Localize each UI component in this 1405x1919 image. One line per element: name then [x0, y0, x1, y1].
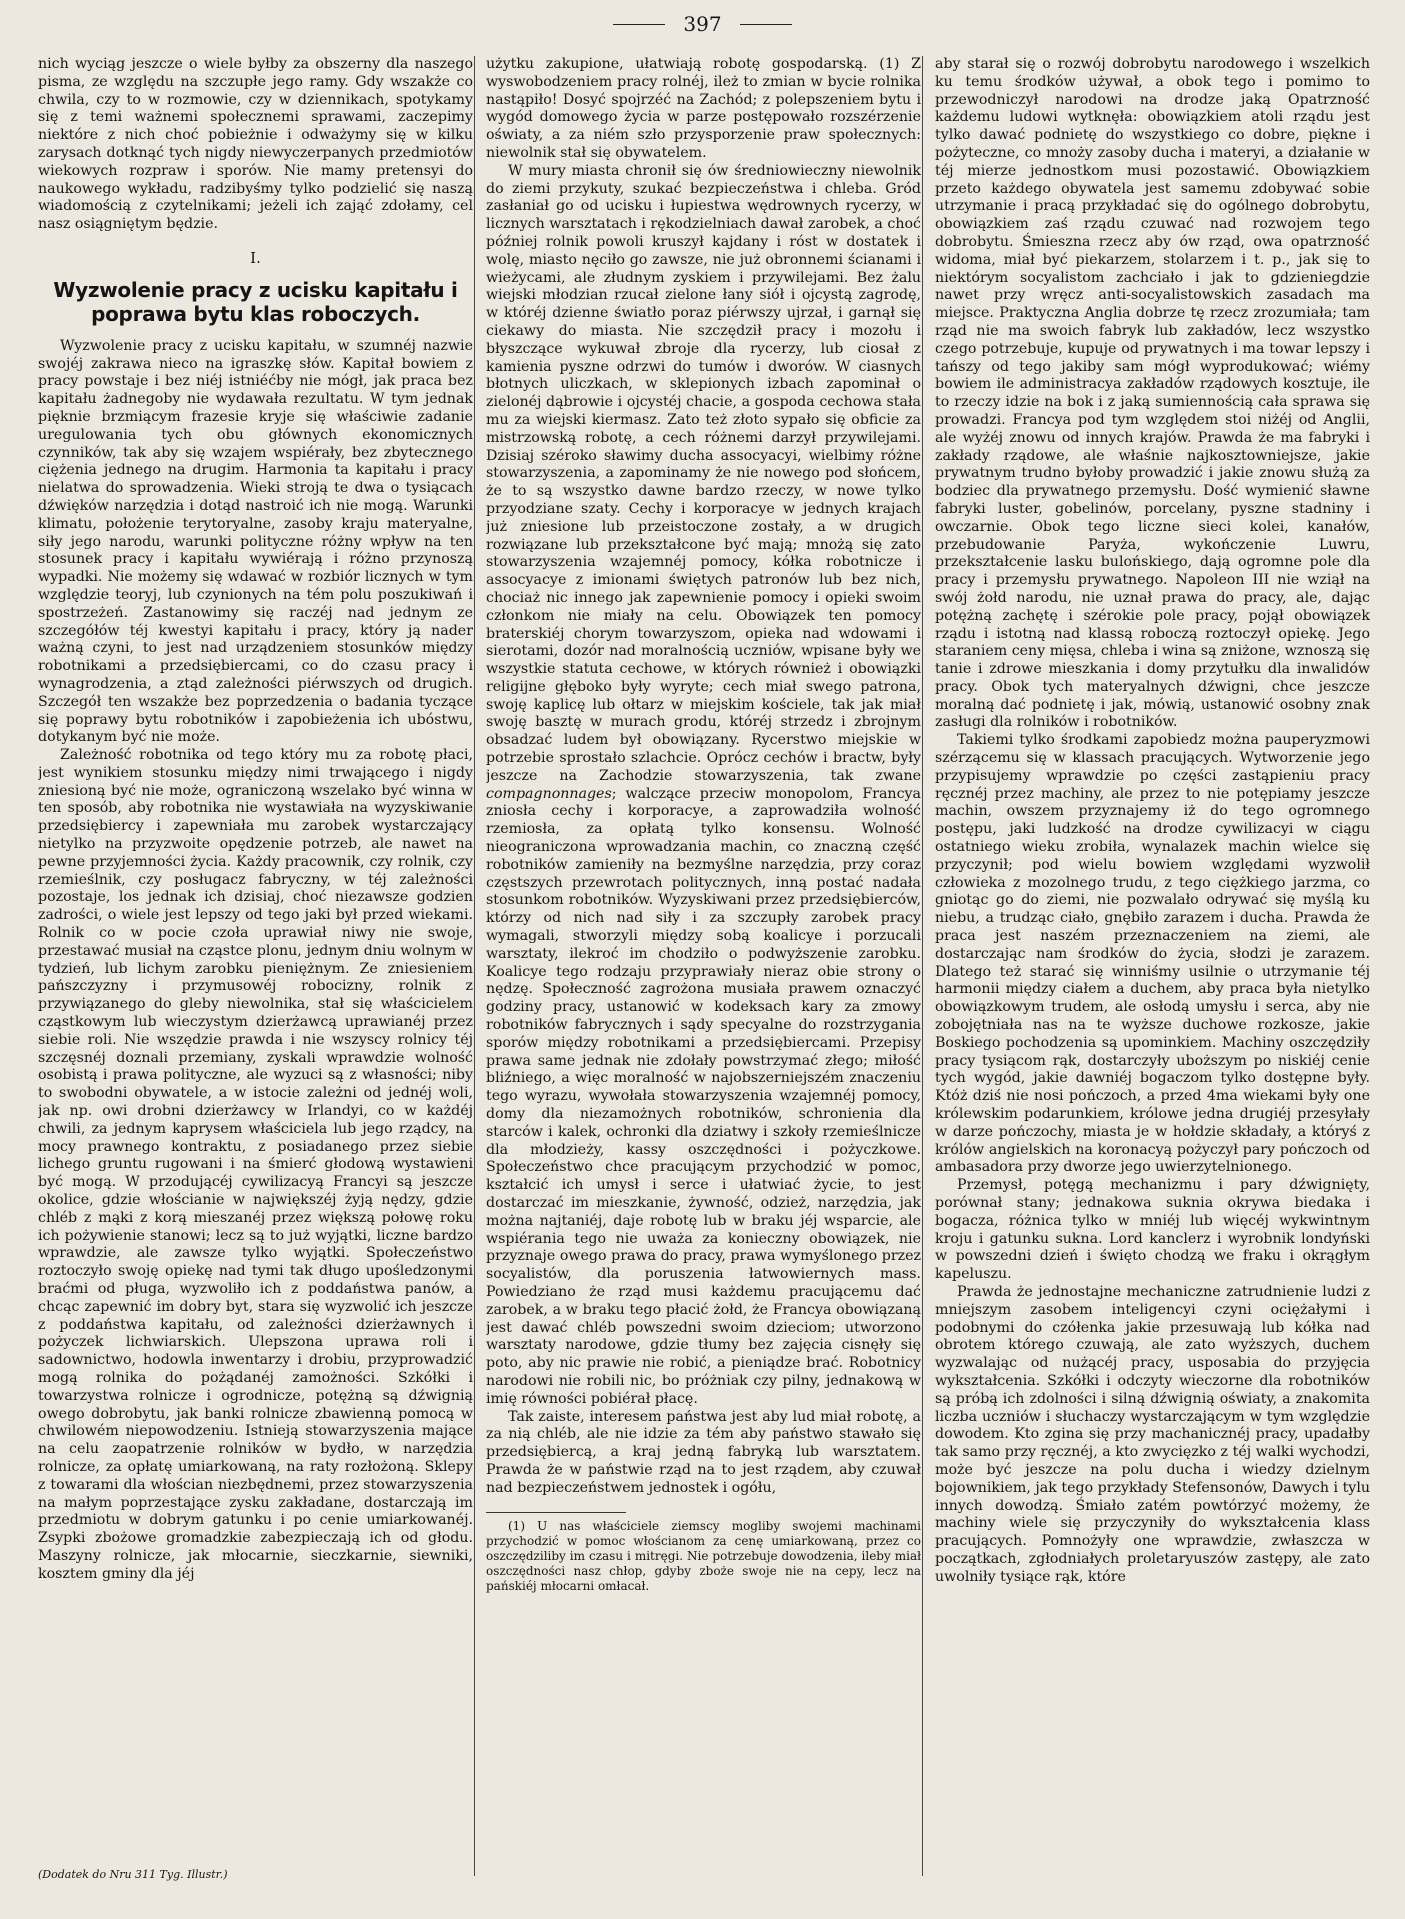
footnote: (1) U nas właściciele ziemscy mogliby swojemi machinami przychodzić w pomoc włościanom za cenę umiarkowaną, przez co oszczędziliby im czasu i mitręgi. Nie potrzebuje dowodzenia, ileby miał oszczędności nasz chłop, gdyby zboże swoje nie na cepy, lecz na pańskiéj młocarni omłacał.: [486, 1518, 921, 1593]
italic-term: compagnonnages: [486, 785, 612, 802]
section-title: Wyzwolenie pracy z ucisku kapitału i poprawa bytu klas roboczych.: [53, 277, 458, 326]
paragraph: nich wyciąg jeszcze o wiele byłby za obszerny dla naszego pisma, ze względu na szczupłe jego ramy. Gdy wszakże co chwila, czy to w rozmowie, czy w dziennikach, spotykamy się z temi ważnemi społecznemi sprawami, zaczepimy niektóre z nich choć pobieżnie i odważymy się w kilku zarysach dotknąć tych nigdy niewyczerpanych przedmiotów wiekowych rozpraw i sporów. Nie mamy pretensyi do naukowego wykładu, radzibyśmy tylko podzielić się naszą wiadomością z czytelnikami; jeżeli ich zająć zdołamy, cel nasz osiągniętym będzie.: [38, 56, 473, 233]
paragraph: [486, 163, 921, 1409]
paragraph: Zależność robotnika od tego który mu za robotę płaci, jest wynikiem stosunku między nimi trwającego i nigdy zniesioną być nie może, ograniczoną wszelako być winna w ten sposób, aby robotnika nie wystawiała na wyzyskiwanie przedsiębiercy i zapewniała mu zarobek wystarczający nietylko na przyzwoite opędzenie potrzeb, ale nawet na pewne przyjemności życia. Każdy pracownik, czy rolnik, czy rzemieślnik, czy posługacz fabryczny, w téj zależności pozostaje, los jednak ich dzisiaj, choć niezawsze godzien zadrości, o wiele jest lepszy od tego jaki był przed wiekami. Rolnik co w pocie czoła uprawiał niwy nie swoje, przestawać musiał na cząstce plonu, jednym dniu wolnym w tydzień, lub lichym zarobku pieniężnym. Ze zniesieniem pańszczyzny i przymusowéj robocizny, rolnik z przywiązanego do gleby niewolnika, stał się właścicielem cząstkowym lub wieczystym dzierżawcą uprawianéj przez siebie roli. Nie wszędzie prawda i nie wszyscy rolnicy téj szczęsnéj doznali przemiany, zyskali wprawdzie wolność osobistą i prawa polityczne, ale wyzuci są z własności; niby to swobodni obywatele, a w istocie zależni od jednéj woli, jak np. owi drobni dzierżawcy w Irlandyi, co w każdéj chwili, za jednym kaprysem właściciela lub jego rządcy, na mocy prawnego kontraktu, z posiadanego przez siebie lichego gruntu rugowani i na śmierć głodową wystawieni być mogą. W przodującéj cywilizacyą Francyi są jeszcze okolice, gdzie włościanie w największéj żyją nędzy, gdzie chléb z mąki z korą mieszanéj przez większą połowę roku ich pożywienie stanowi; lecz są to już wyjątki, liczne bardzo wprawdzie, ale zawsze tylko wyjątki. Społeczeństwo roztoczyło swoję opiekę nad tymi tak długo upośledzonymi braćmi od pługa, wyzwoliło ich z poddaństwa panów, a chcąc zapewnić im dobry byt, stara się wyzwolić ich jeszcze z poddaństwa kapitału, od zależności dzierżawnych i pożyczek lichwiarskich. Ulepszona uprawa roli i sadownictwo, hodowla inwentarzy i drobiu, przyprowadzić mogą rolnika do pożądanéj zamożności. Szkółki i towarzystwa rolnicze i ogrodnicze, potężną są dźwignią owego dobrobytu, jak banki rolnicze zbawienną pomocą w chwilowém niepowodzeniu. Istnieją stowarzyszenia mające na celu zaopatrzenie rolników w bydło, w narzędzia rolnicze, za opłatę umiarkowaną, na raty rozłożoną. Sklepy z towarami dla włościan niezbędnemi, przez stowarzyszenia na małym poprzestające zysku zakładane, dostarczają im przedmiotu w dobrym gatunku i po cenie umiarkowanéj. Zsypki zbożowe gromadzkie zabezpieczają ich od głodu. Maszyny rolnicze, jak młocarnie, sieczkarnie, siewniki, kosztem gminy dla jéj: [38, 747, 473, 1582]
footnote-rule: [486, 1512, 626, 1513]
colophon: (Dodatek do Nru 311 Tyg. Illustr.): [38, 1868, 228, 1881]
section-number: I.: [250, 248, 261, 267]
header-dash-left: [613, 24, 665, 25]
paragraph: Wyzwolenie pracy z ucisku kapitału, w szumnéj nazwie swojéj zakrawa nieco na igraszkę słów. Kapitał bowiem z pracy powstaje i bez niéj istniéćby nie mógł, jak praca bez kapitału żadnegoby nie wydawała rezultatu. W tym jednak pięknie brzmiącym frazesie kryje się właściwie zadanie uregulowania tych obu głównych ekonomicznych czynników, tak aby się wzajem wspiérały, bez zbytecznego ciężenia jednego na drugim. Harmonia ta kapitału i pracy nielatwa do sprowadzenia. Wieki stroją te dwa o tysiącach dźwięków narzędzia i dotąd nastroić ich nie mogą. Warunki klimatu, położenie terytoryalne, zasoby kraju materyalne, siły jego narodu, warunki polityczne różny wpływ na ten stosunek pracy i kapitału wywiérają i różno przynoszą wypadki. Nie możemy się wdawać w rozbiór licznych w tym względzie teoryj, lub czynionych na tém polu poszukiwań i spostrzeżeń. Zastanowimy się raczéj nad jednym ze szczegółów téj kwestyi kapitału i pracy, który ją nader ważną czyni, to jest nad urządzeniem stosunków między robotnikami a przedsiębiercami, co do czasu pracy i wynagrodzenia, a ztąd zależności piérwszych od drugich. Szczegół ten wszakże bez poprzedzenia o badania tyczące się poprawy bytu robotników i zapobieżenia ich ubóstwu, dotykanym być nie może.: [38, 337, 473, 746]
text-run: W mury miasta chronił się ów średniowieczny niewolnik do ziemi przykuty, szukać bezpieczeństwa i chleba. Gród zasłaniał go od ucisku i łupiestwa wędrownych rycerzy, w licznych warsztatach i rękodzielniach dawał zarobek, a choć później rolnik powoli kruszył kajdany i róst w dostatek i wolę, miasto nęciło go zawsze, nie już obronnemi ścianami i wieżycami, ale złudnym zyskiem i przywilejami. Bez żalu wiejski młodzian rzucał zielone łany siół i ojcystą zagrodę, w któréj dzienne światło poraz piérwszy ujrzał, i garnął się ciekawy do miasta. Nie szczędził pracy i mozołu i błyszczące wykuwał zbroje dla rycerzy, lub ciosał z kamienia pyszne odrzwi do tumów i dworów. W ciasnych błotnych uliczkach, w sklepionych izbach zapominał o zielonéj dąbrowie i ojcystéj chacie, a gospoda cechowa stała mu za wiejski kiermasz. Zato też złoto sypało się obficie za mistrzowską robotę, a cech różnemi darzył przywilejami. Dzisiaj széroko sławimy ducha assocyacyi, wielbimy różne stowarzyszenia, a zapominamy że nie nowego pod słońcem, że to są wszystko dawne bardzo rzeczy, w nowe tylko przyodziane szaty. Cechy i korporacye w jednych krajach już zniesione lub przeistoczone zostały, a w drugich rozwiązane lub przekształcone być mają; mnożą się zato stowarzyszenia wzajemnéj pomocy, kółka robotnicze i assocyacye z imionami świętych patronów lub bez nich, chociaż nic innego jak zapewnienie pomocy i opieki swoim członkom nie miały na celu. Obowiązek ten pomocy braterskiéj chorym towarzyszom, opieka nad wdowami i sierotami, dozór nad moralnością uczniów, wpisane były we wszystkie statuta cechowe, w których również i obowiązki religijne głęboko były wyryte; cech miał swego patrona, swoję kaplicę lub ołtarz w miejskim kościele, tak jak miał swoję basztę w murach grodu, któréj strzedz i zbrojnym obsadzać ludem był obowiązany. Rycerstwo miejskie w potrzebie sprostało szlachcie. Oprócz cechów i bractw, były jeszcze na Zachodzie stowarzyszenia, tak zwane: [486, 162, 921, 784]
paragraph: Tak zaiste, interesem państwa jest aby lud miał robotę, a za nią chléb, ale nie idzie za tém aby państwo stawało się przedsiębiercą, a kraj jedną fabryką lub warsztatem. Prawda że w państwie rząd na to jest rządem, aby czuwał nad bezpieczeństwem jednostek i ogółu,: [486, 1408, 921, 1496]
page-header: [0, 12, 1405, 36]
paragraph: Przemysł, potęgą mechanizmu i pary dźwignięty, porównał stany; jednakowa suknia okrywa biedaka i bogacza, różnica tylko w mniéj lub więcéj wykwintnym kroju i gatunku sukna. Lord kanclerz i wyrobnik londyński w powszedni dzień i święto chodzą we fraku i okrągłym kapeluszu.: [935, 1177, 1370, 1283]
page-number: 397: [683, 12, 722, 36]
column-3: [935, 56, 1370, 1881]
paragraph: Prawda że jednostajne mechaniczne zatrudnienie ludzi z mniejszym zasobem inteligencyi czyni ociężałymi i podobnymi do czółenka jakie przesuwają lub kółka nad obrotem którego czuwają, ale zato wyższych, duchem wyzwalając od nużącéj pracy, usposabia do przyjęcia wykształcenia. Szkółki i odczyty wieczorne dla robotników są próbą ich zdolności i silną dźwignią oświaty, a znakomita liczba uczniów i słuchaczy wystarczającym w tym względzie dowodem. Kto zgina się przy machanicznéj pracy, upadałby tak samo przy ręcznéj, a kto zwycięzko z téj walki wychodzi, może być jeszcze na polu ducha i wiedzy dzielnym bojownikiem, jak tego przykłady Stefensonów, Dawych i tylu innych dowodzą. Śmiało zatém powtórzyć możemy, że machiny wiele się przyczyniły do wykształcenia klass pracujących. Pomnożyły one wprawdzie, zwłaszcza w początkach, zgłodniałych proletaryuszów zastępy, ale zato uwolniły tysiące rąk, które: [935, 1283, 1370, 1585]
column-divider-2: [922, 56, 923, 1876]
column-2: [486, 56, 921, 1881]
column-divider-1: [474, 56, 475, 1876]
header-dash-right: [740, 24, 792, 25]
text-run: ; walczące przeciw monopolom, Francya zniosła cechy i korporacye, a zaprowadziła wolność rzemiosła, za opłatą tylko konsensu. Wolność nieograniczona wprowadzania machin, co znaczną część robotników zamieniły na bezmyślne narzędzia, przy coraz częstszych przewrotach politycznych, inną postać nadała stosunkom robotników. Wyzyskiwani przez przedsiębierców, którzy od nich nad siły i za szczupły zarobek pracy wymagali, stworzyli między sobą koalicye i porzucali warsztaty, ilekroć im chodziło o podwyższenie zarobku. Koalicye tego rodzaju przyprawiały nieraz obie strony o nędzę. Społeczność zagrożona musiała prawem oznaczyć godziny pracy, ustanowić w kodeksach kary za zmowy robotników fabrycznych i sądy specyalne do rozstrzygania sporów między robotnikami a przedsiębiercami. Przepisy prawa same jednak nie zdołały powstrzymać złego; miłość bliźniego, a więc moralność w najobszerniejszém znaczeniu tego wyrazu, wywołała stowarzyszenia wzajemnéj pomocy, domy dla niezamożnych robotników, schronienia dla starców i kalek, ochronki dla dziatwy i szkoły rzemieślnicze dla młodzieży, kassy oszczędności i pożyczkowe. Społeczeństwo chce pracującym przychodzić w pomoc, kształcić ich umysł i serce i ułatwiać życie, to jest dostarczać im mieszkanie, żywność, odzież, narzędzia, jak można najtaniéj, daje robotę lub w braku jéj wsparcie, ale wspiérania tego nie uważa za konieczny obowiązek, nie przyznaje owego prawa do pracy, prawa wymyślonego przez socyalistów, dla poruszenia łatwowiernych mass. Powiedziano że rząd musi każdemu pracującemu dać zarobek, a w braku tego płacić żołd, że Francya obowiązaną jest dawać chléb powszedni swoim dzieciom; utworzono warsztaty narodowe, gdzie tłumy bez zajęcia cisnęły się poto, aby nic prawie nie robić, a pieniądze brać. Robotnicy narodowi nie robili nic, bo próżniak czy pilny, jednakową w imię równości pobiérał płacę.: [486, 785, 921, 1407]
paragraph: aby starał się o rozwój dobrobytu narodowego i wszelkich ku temu środków używał, a obok tego i pomimo to przewodniczył narodowi na drodze jaką Opatrzność każdemu ludowi wytknęła: obowiązkiem atoli rządu jest tylko dawać podnietę do wszystkiego co dobre, piękne i pożyteczne, co mnoży zasoby ducha i materyi, a działanie w téj mierze jednostkom musi pozostawić. Obowiązkiem przeto każdego obywatela jest samemu zdobywać sobie utrzymanie i pracą przykładać się do ogólnego dobrobytu, obowiązkiem zaś rządu czuwać nad rozwojem tego dobrobytu. Śmieszna rzecz aby ów rząd, owa opatrzność widoma, miał być piekarzem, stolarzem i t. p., jak się to niektórym socyalistom zachciało i jak to gdzieniegdzie nawet przy wręcz anti-socyalistowskich zasadach ma miejsce. Praktyczna Anglia dobrze tę rzecz zrozumiała; tam rząd nie ma swoich fabryk lub zakładów, lecz wszystko czego potrzebuje, kupuje od prywatnych i ma towar lepszy i tańszy od tego jakiby sam mógł wyprodukować; wiémy bowiem ile administracya zakładów rządowych kosztuje, ile to rzeczy idzie na bok i z jaką sumiennością cała sprawa się prowadzi. Francya pod tym względem stoi niżéj od Anglii, ale wyżéj znowu od innych krajów. Prawda że ma fabryki i zakłady rządowe, ale właśnie najkosztowniejsze, jakie prywatnym trudno byłoby prowadzić i jakie znowu służą za bodziec dla prywatnego przemysłu. Dość wymienić sławne fabryki luster, gobelinów, porcelany, pyszne stadniny i owczarnie. Obok tego liczne sieci kolei, kanałów, przebudowanie Paryża, wykończenie Luwru, przekształcenie lasku bulońskiego, dają ogromne pole dla pracy i przemysłu prywatnego. Napoleon III nie wziął na swój żołd narodu, nie uznał prawa do pracy, ale, dając potężną zachętę i szérokie pole pracy, pojął obowiązek rządu i istotną nad klassą roboczą roztoczył opiekę. Jego staraniem ceny mięsa, chleba i wina są zniżone, wznoszą się tanie i zdrowe mieszkania i domy przytułku dla inwalidów pracy. Obok tych materyalnych dźwigni, chce jeszcze moralną dać podnietę i jak, mówią, ustanowić osobny znak zasługi dla rolników i robotników.: [935, 56, 1370, 731]
paragraph: Takiemi tylko środkami zapobiedz można pauperyzmowi szérzącemu się w klassach pracujących. Wytworzenie jego przypisujemy wprawdzie po części zastąpieniu pracy ręcznéj przez machiny, ale przez to nie potępiamy jeszcze machin, owszem przyznajemy iż do tego ogromnego postępu, jaki ludzkość na drodze cywilizacyi w ciągu ostatniego wieku zrobiła, wynalazek machin wielce się przyczynił; pod wielu bowiem względami wyzwolił człowieka z mozolnego trudu, z tego ciężkiego jarzma, co gniotąc go do ziemi, nie pozwalało odrywać się myślą ku niebu, a trudząc ciało, gnębiło zarazem i ducha. Prawda że praca jest naszém przeznaczeniem na ziemi, ale dostarczając nam środków do życia, słodzi je zarazem. Dlatego też starać się winniśmy usilnie o utrzymanie téj harmonii między ciałem a duchem, aby praca była nietylko obowiązkowym trudem, ale osłodą umysłu i serca, aby nie zobojętniała nas na te wyższe duchowe rozkosze, jakie Boskiego pochodzenia są upominkiem. Machiny oszczędziły pracy tysiącom rąk, dostarczyły uboższym po niskiéj cenie tych wygód, jakie dawniéj bogaczom tylko dostępne były. Któż dziś nie nosi pończoch, a przed 4ma wiekami były one królewskim podarunkiem, królowe jedna drugiéj przesyłały w darze pończochy, miasta je w hołdzie składały, a któryś z królów angielskich na koronacyą pożyczył pary pończoch od ambasadora przy dworze jego uwierzytelnionego.: [935, 732, 1370, 1176]
paragraph: użytku zakupione, ułatwiają robotę gospodarską. (1) Z wyswobodzeniem pracy rolnéj, ileż to zmian w bycie rolnika nastąpiło! Dosyć spojrzéć na Zachód; z polepszeniem bytu i wygód domowego życia w parze postępowało rozszérzenie oświaty, a za niém szło przysporzenie praw społecznych: niewolnik stał się obywatelem.: [486, 56, 921, 161]
column-1: [38, 56, 473, 1881]
